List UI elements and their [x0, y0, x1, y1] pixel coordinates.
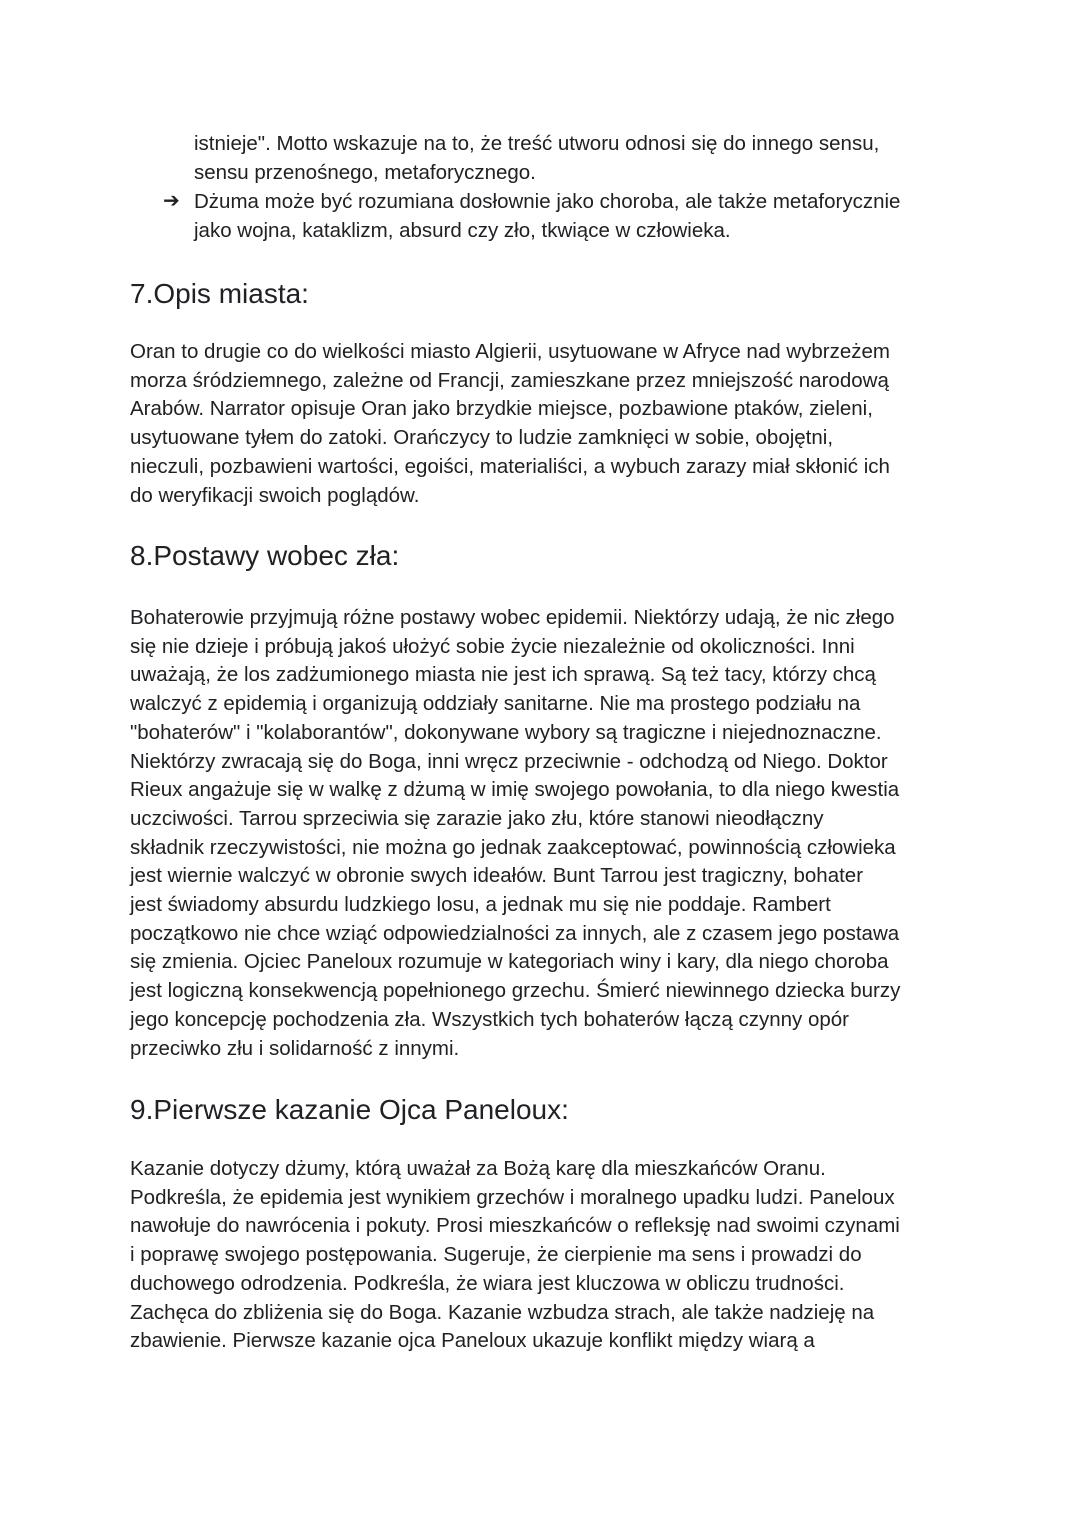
paragraph-line: uważają, że los zadżumionego miasta nie jest ich sprawą. Są też tacy, którzy chcą — [130, 663, 876, 687]
paragraph-line: uczciwości. Tarrou sprzeciwia się zarazie jako złu, które stanowi nieodłączny — [130, 806, 824, 830]
intro-line: istnieje". Motto wskazuje na to, że treść utworu odnosi się do innego sensu, — [194, 132, 880, 155]
section-paragraph-postawy-wobec-zla — [130, 604, 960, 1063]
paragraph-line: duchowego odrodzenia. Podkreśla, że wiara jest kluczowa w obliczu trudności. — [130, 1271, 845, 1295]
paragraph-line: się nie dzieje i próbują jakoś ułożyć sobie życie niezależnie od okoliczności. Inni — [130, 634, 855, 658]
paragraph-line: Podkreśla, że epidemia jest wynikiem grzechów i moralnego upadku ludzi. Paneloux — [130, 1185, 895, 1209]
section-heading-pierwsze-kazanie: 9.Pierwsze kazanie Ojca Paneloux: — [130, 1094, 569, 1125]
paragraph-line: i poprawę swojego postępowania. Sugeruje, że cierpienie ma sens i prowadzi do — [130, 1243, 862, 1267]
section-paragraph-pierwsze-kazanie — [130, 1155, 960, 1356]
bullet-line: Dżuma może być rozumiana dosłownie jako choroba, ale także metaforycznie — [194, 190, 901, 213]
paragraph-line: jest świadomy absurdu ludzkiego losu, a jednak mu się nie poddaje. Rambert — [130, 893, 831, 917]
paragraph-line: usytuowane tyłem do zatoki. Orańczycy to ludzie zamknięci w sobie, obojętni, — [130, 426, 834, 450]
paragraph-line: zbawienie. Pierwsze kazanie ojca Paneloux ukazuje konflikt między wiarą a — [130, 1329, 815, 1353]
paragraph-line: składnik rzeczywistości, nie można go jednak zaakceptować, powinnością człowieka — [130, 835, 896, 859]
section-heading-opis-miasta: 7.Opis miasta: — [130, 278, 309, 309]
arrow-bullet-icon: ➔ — [163, 190, 180, 212]
paragraph-line: jest logiczną konsekwencją popełnionego grzechu. Śmierć niewinnego dziecka burzy — [130, 979, 901, 1003]
paragraph-line: Rieux angażuje się w walkę z dżumą w imię swojego powołania, to dla niego kwestia — [130, 778, 900, 802]
paragraph-line: Kazanie dotyczy dżumy, którą uważał za Bożą karę dla mieszkańców Oranu. — [130, 1157, 826, 1180]
paragraph-line: nawołuje do nawrócenia i pokuty. Prosi mieszkańców o refleksję nad swoimi czynami — [130, 1214, 900, 1238]
paragraph-line: "bohaterów" i "kolaborantów", dokonywane wybory są tragiczne i niejednoznaczne. — [130, 720, 882, 744]
paragraph-line: nieczuli, pozbawieni wartości, egoiści, materialiści, a wybuch zarazy miał skłonić ich — [130, 454, 890, 478]
paragraph-line: jest wiernie walczyć w obronie swych ideałów. Bunt Tarrou jest tragiczny, bohater — [130, 864, 864, 888]
paragraph-line: przeciwko złu i solidarność z innymi. — [130, 1036, 460, 1060]
paragraph-line: Oran to drugie co do wielkości miasto Algierii, usytuowane w Afryce nad wybrzeżem — [130, 340, 890, 363]
paragraph-line: początkowo nie chce wziąć odpowiedzialności za innych, ale z czasem jego postawa — [130, 921, 900, 945]
section-heading-postawy-wobec-zla: 8.Postawy wobec zła: — [130, 540, 400, 571]
paragraph-line: Zachęca do zbliżenia się do Boga. Kazanie wzbudza strach, ale także nadzieję na — [130, 1300, 875, 1324]
paragraph-line: do weryfikacji swoich poglądów. — [130, 483, 420, 507]
paragraph-line: Bohaterowie przyjmują różne postawy wobec epidemii. Niektórzy udają, że nic złego — [130, 606, 895, 629]
paragraph-line: walczyć z epidemią i organizują oddziały sanitarne. Nie ma prostego podziału na — [130, 692, 861, 716]
paragraph-line: Arabów. Narrator opisuje Oran jako brzydkie miejsce, pozbawione ptaków, zieleni, — [130, 397, 873, 421]
bullet-line: jako wojna, kataklizm, absurd czy zło, tkwiące w człowieka. — [194, 219, 731, 242]
section-paragraph-opis-miasta — [130, 338, 960, 510]
paragraph-line: jego koncepcję pochodzenia zła. Wszystkich tych bohaterów łączą czynny opór — [130, 1007, 850, 1031]
paragraph-line: się zmienia. Ojciec Paneloux rozumuje w kategoriach winy i kary, dla niego choroba — [130, 950, 889, 974]
intro-line: sensu przenośnego, metaforycznego. — [194, 161, 536, 184]
paragraph-line: morza śródziemnego, zależne od Francji, zamieszkane przez mniejszość narodową — [130, 368, 889, 392]
paragraph-line: Niektórzy zwracają się do Boga, inni wręcz przeciwnie - odchodzą od Niego. Doktor — [130, 749, 888, 773]
